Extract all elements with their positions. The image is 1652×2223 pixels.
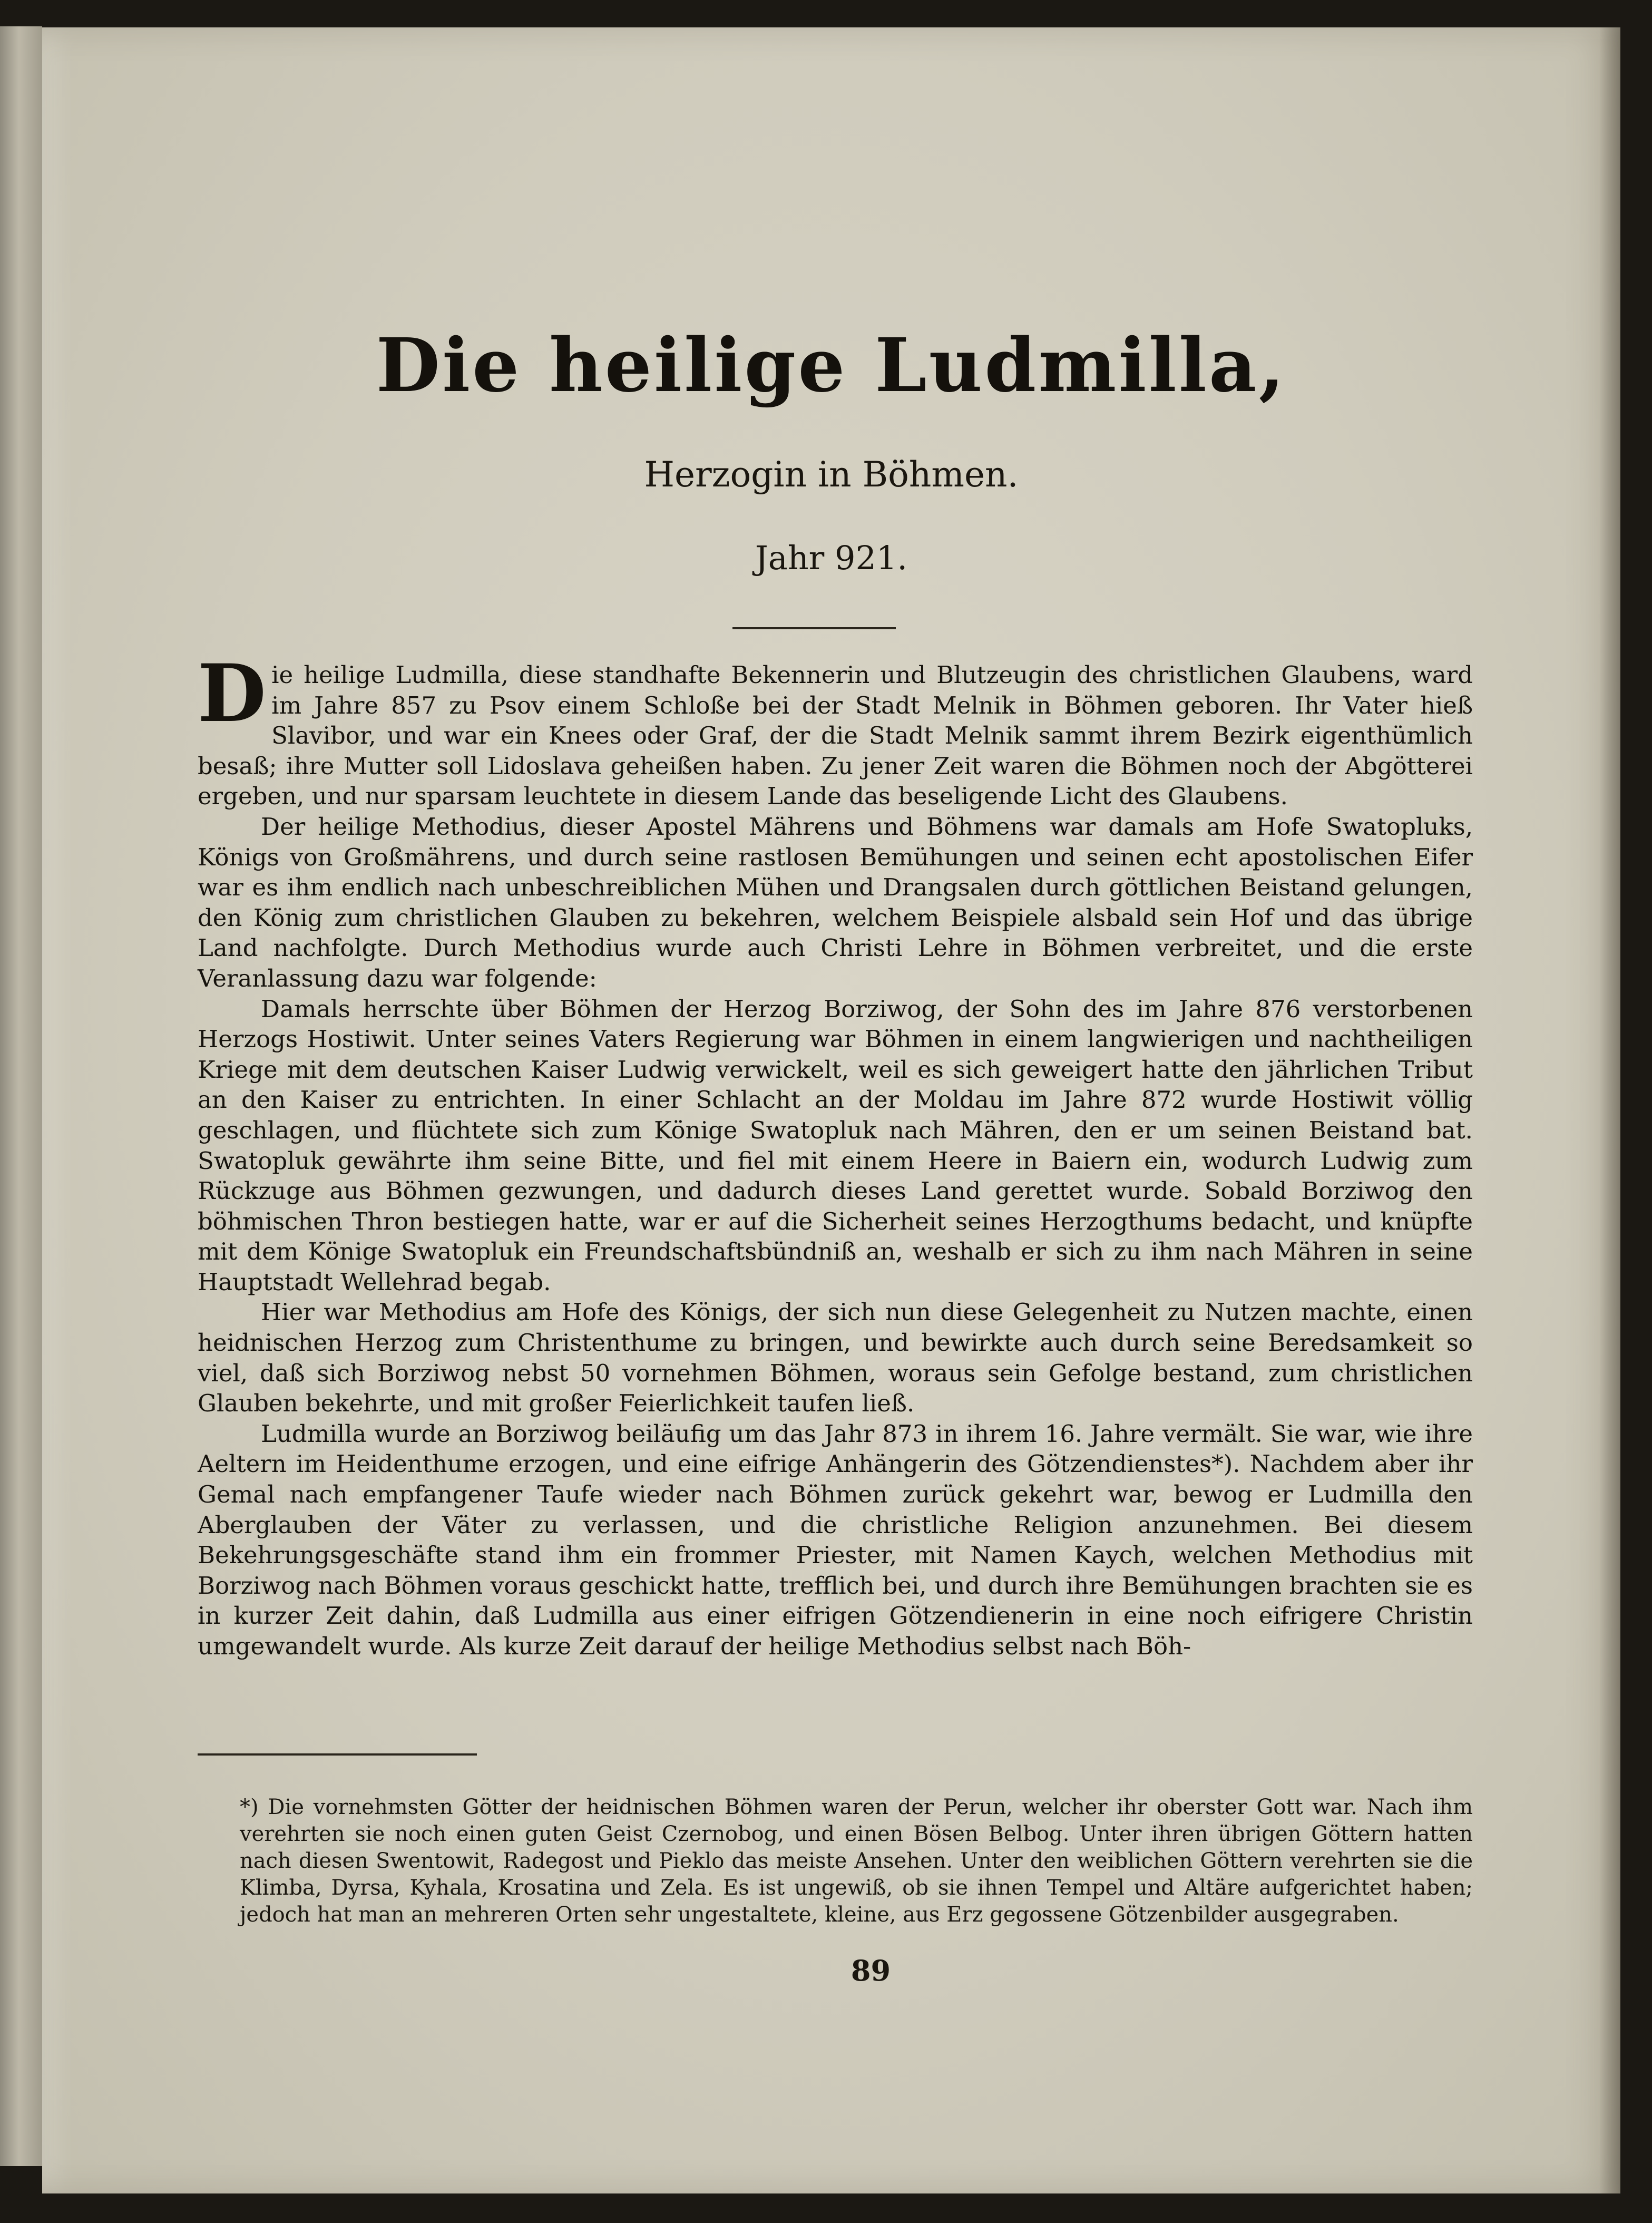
previous-page-edge: [0, 26, 42, 2166]
chapter-title: Die heilige Ludmilla,: [376, 323, 1287, 409]
paragraph-text: ie heilige Ludmilla, diese standhafte Bekennerin und Blutzeugin des christlichen Glaubens, ward im Jahre 857 zu Psov einem Schloße bei der Stadt Melnik in Böhmen geboren. Ihr Vater hieß Slavibor, und war ein Knees oder Graf, der die Stadt Melnik sammt ihrem Bezirk eigenthümlich besaß; ihre Mutter soll Lidoslava geheißen haben. Zu jener Zeit waren die Böhmen noch der Abgötterei ergeben, und nur sparsam leuchtete in diesem Lande das beseligende Licht des Glaubens.: [198, 661, 1473, 811]
footnote: *) Die vornehmsten Götter der heidnischen Böhmen waren der Perun, welcher ihr oberster Gott war. Nach ihm verehrten sie noch einen guten Geist Czernobog, und einen Bösen Belbog. Unter ihren übrigen Göttern hatten nach diesen Swentowit, Radegost und Pieklo das meiste Ansehen. Unter den weiblichen Göttern verehrten sie die Klimba, Dyrsa, Kyhala, Krosatina und Zela. Es ist ungewiß, ob sie ihnen Tempel und Altäre aufgerichtet haben; jedoch hat man an mehreren Orten sehr ungestaltete, kleine, aus Erz gegossene Götzenbilder ausgegraben.: [240, 1795, 1473, 1927]
paragraph-3: Damals herrschte über Böhmen der Herzog Borziwog, der Sohn des im Jahre 876 verstorbenen Herzogs Hostiwit. Unter seines Vaters Regierung war Böhmen in einem langwierigen und nachtheiligen Kriege mit dem deutschen Kaiser Ludwig verwickelt, weil es sich geweigert hatte den jährlichen Tribut an den Kaiser zu entrichten. In einer Schlacht an der Moldau im Jahre 872 wurde Hostiwit völlig geschlagen, und flüchtete sich zum Könige Swatopluk nach Mähren, den er um seinen Beistand bat. Swatopluk gewährte ihm seine Bitte, und fiel mit einem Heere in Baiern ein, wodurch Ludwig zum Rückzuge aus Böhmen gezwungen, und dadurch dieses Land gerettet wurde. Sobald Borziwog den böhmischen Thron bestiegen hatte, war er auf die Sicherheit seines Herzogthums bedacht, und knüpfte mit dem Könige Swatopluk ein Freundschaftsbündniß an, weshalb er sich zu ihm nach Mähren in seine Hauptstadt Wellehrad begab.: [198, 994, 1473, 1296]
body-text: [198, 647, 1473, 1662]
book-page: [42, 27, 1620, 2193]
drop-cap: D: [198, 647, 267, 740]
chapter-year: Jahr 921.: [755, 539, 908, 577]
paragraph-2: Der heilige Methodius, dieser Apostel Mährens und Böhmens war damals am Hofe Swatopluks, Königs von Großmährens, und durch seine rastlosen Bemühungen und seinen echt apostolischen Eifer war es ihm endlich nach unbeschreiblichen Mühen und Drangsalen durch göttlichen Beistand gelungen, den König zum christlichen Glauben zu bekehren, welchem Beispiele alsbald sein Hof und das übrige Land nachfolgte. Durch Methodius wurde auch Christi Lehre in Böhmen verbreitet, und die erste Veranlassung dazu war folgende:: [198, 812, 1473, 992]
paragraph-1: [198, 647, 1473, 812]
chapter-subtitle: Herzogin in Böhmen.: [644, 454, 1019, 495]
title-divider: [732, 627, 896, 629]
paragraph-4: Hier war Methodius am Hofe des Königs, der sich nun diese Gelegenheit zu Nutzen machte, einen heidnischen Herzog zum Christenthume zu bringen, und bewirkte auch durch seine Beredsamkeit so viel, daß sich Borziwog nebst 50 vornehmen Böhmen, woraus sein Gefolge bestand, zum christlichen Glauben bekehrte, und mit großer Feierlichkeit taufen ließ.: [198, 1298, 1473, 1418]
page-number: 89: [851, 1954, 891, 1987]
footnote-divider: [198, 1753, 477, 1756]
paragraph-5: Ludmilla wurde an Borziwog beiläufig um das Jahr 873 in ihrem 16. Jahre vermält. Sie war, wie ihre Aeltern im Heidenthume erzogen, und eine eifrige Anhängerin des Götzendienstes*). Nachdem aber ihr Gemal nach empfangener Taufe wieder nach Böhmen zurück gekehrt war, bewog er Ludmilla den Aberglauben der Väter zu verlassen, und die christliche Religion anzunehmen. Bei diesem Bekehrungsgeschäfte stand ihm ein frommer Priester, mit Namen Kaych, welchen Methodius mit Borziwog nach Böhmen voraus geschickt hatte, trefflich bei, und durch ihre Bemühungen brachten sie es in kurzer Zeit dahin, daß Ludmilla aus einer eifrigen Götzendienerin in eine noch eifrigere Christin umgewandelt wurde. Als kurze Zeit darauf der heilige Methodius selbst nach Böh-: [198, 1419, 1473, 1660]
